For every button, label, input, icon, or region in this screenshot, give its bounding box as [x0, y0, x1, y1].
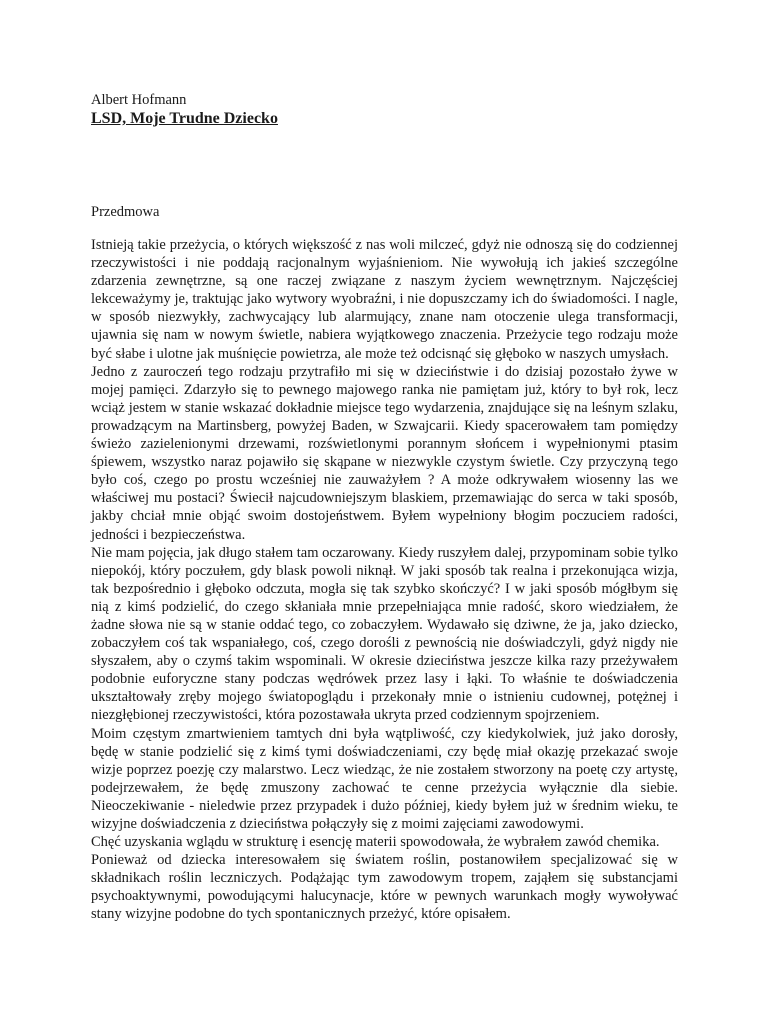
paragraph: Chęć uzyskania wglądu w strukturę i esencję materii spowodowała, że wybrałem zawód chemika. [91, 834, 660, 851]
paragraph: Ponieważ od dziecka interesowałem się światem roślin, postanowiłem specjalizować się w składnikach roślin leczniczych. Podążając tym zawodowym tropem, zająłem się substancjami psychoaktywnymi, powodującymi halucynacje, które w pewnych warunkach mogły wywoływać stany wizyjne podobne do tych spontanicznych przeżyć, które opisałem. [91, 852, 678, 923]
paragraph: Jedno z zauroczeń tego rodzaju przytrafiło mi się w dzieciństwie i do dzisiaj pozostało żywe w mojej pamięci. Zdarzyło się to pewnego majowego ranka nie pamiętam już, który to był rok, lecz wciąż jestem w stanie wskazać dokładnie miejsce tego wydarzenia, znajdujące się na leśnym szlaku, prowadzącym na Martinsberg, powyżej Baden, w Szwajcarii. Kiedy spacerowałem tam pomiędzy świeżo zazielenionymi drzewami, rozświetlonymi porannym słońcem i wypełnionymi ptasim śpiewem, wszystko naraz pojawiło się skąpane w niezwykle czystym świetle. Czy przyczyną tego było coś, czego po prostu wcześniej nie zauważyłem ? A może odkrywałem wiosenny las we właściwej mu postaci? Świecił najcudowniejszym blaskiem, przemawiając do serca w taki sposób, jakby chciał mnie objąć swoim dostojeństwem. Byłem wypełniony błogim poczuciem radości, jedności i bezpieczeństwa. [91, 363, 678, 543]
paragraph: Moim częstym zmartwieniem tamtych dni była wątpliwość, czy kiedykolwiek, już jako dorosły, będę w stanie podzielić się z kimś tymi doświadczeniami, czy będę miał okazję przekazać swoje wizje poprzez poezję czy malarstwo. Lecz wiedząc, że nie zostałem stworzony na poetę czy artystę, podejrzewałem, że będę zmuszony zachować te cenne przeżycia wyłącznie dla siebie. Nieoczekiwanie - nieledwie przez przypadek i dużo później, kiedy byłem już w średnim wieku, te wizyjne doświadczenia z dzieciństwa połączyły się z moimi zajęciami zawodowymi. [91, 725, 678, 832]
author-name: Albert Hofmann [91, 92, 187, 108]
document-title: LSD, Moje Trudne Dziecko [91, 110, 278, 127]
body-text [91, 236, 678, 924]
section-heading: Przedmowa [91, 204, 160, 220]
paragraph: Istnieją takie przeżycia, o których większość z nas woli milczeć, gdyż nie odnoszą się do codziennej rzeczywistości i nie poddają racjonalnym wyjaśnieniom. Nie wywołują ich jakieś szczególne zdarzenia zewnętrzne, są one raczej związane z naszym życiem wewnętrznym. Najczęściej lekceważymy je, traktując jako wytwory wyobraźni, i nie dopuszczamy ich do świadomości. I nagle, w sposób niezwykły, zachwycający lub alarmujący, znane nam otoczenie ulega transformacji, ujawnia się nam w nowym świetle, nabiera wyjątkowego znaczenia. Przeżycie tego rodzaju może być słabe i ulotne jak muśnięcie powietrza, ale może też odcisnąć się głęboko w naszych umysłach. [91, 237, 678, 362]
paragraph: Nie mam pojęcia, jak długo stałem tam oczarowany. Kiedy ruszyłem dalej, przypominam sobie tylko niepokój, który poczułem, gdy blask powoli niknął. W jaki sposób tak realna i przekonująca wizja, tak bezpośrednio i głęboko odczuta, mogła się tak szybko skończyć? I w jaki sposób mógłbym się nią z kimś podzielić, do czego skłaniała mnie przepełniająca mnie radość, skoro wiedziałem, że żadne słowa nie są w stanie oddać tego, co zobaczyłem. Wydawało się dziwne, że ja, jako dziecko, zobaczyłem coś tak wspaniałego, coś, czego dorośli z pewnością nie doświadczyli, gdyż nigdy nie słyszałem, aby o czymś takim wspominali. W okresie dzieciństwa jeszcze kilka razy przeżywałem podobnie euforyczne stany podczas wędrówek przez lasy i łąki. To właśnie te doświadczenia ukształtowały zręby mojego światopoglądu i przekonały mnie o istnieniu cudownej, potężnej i niezgłębionej rzeczywistości, która pozostawała ukryta przed codziennym spojrzeniem. [91, 544, 678, 724]
